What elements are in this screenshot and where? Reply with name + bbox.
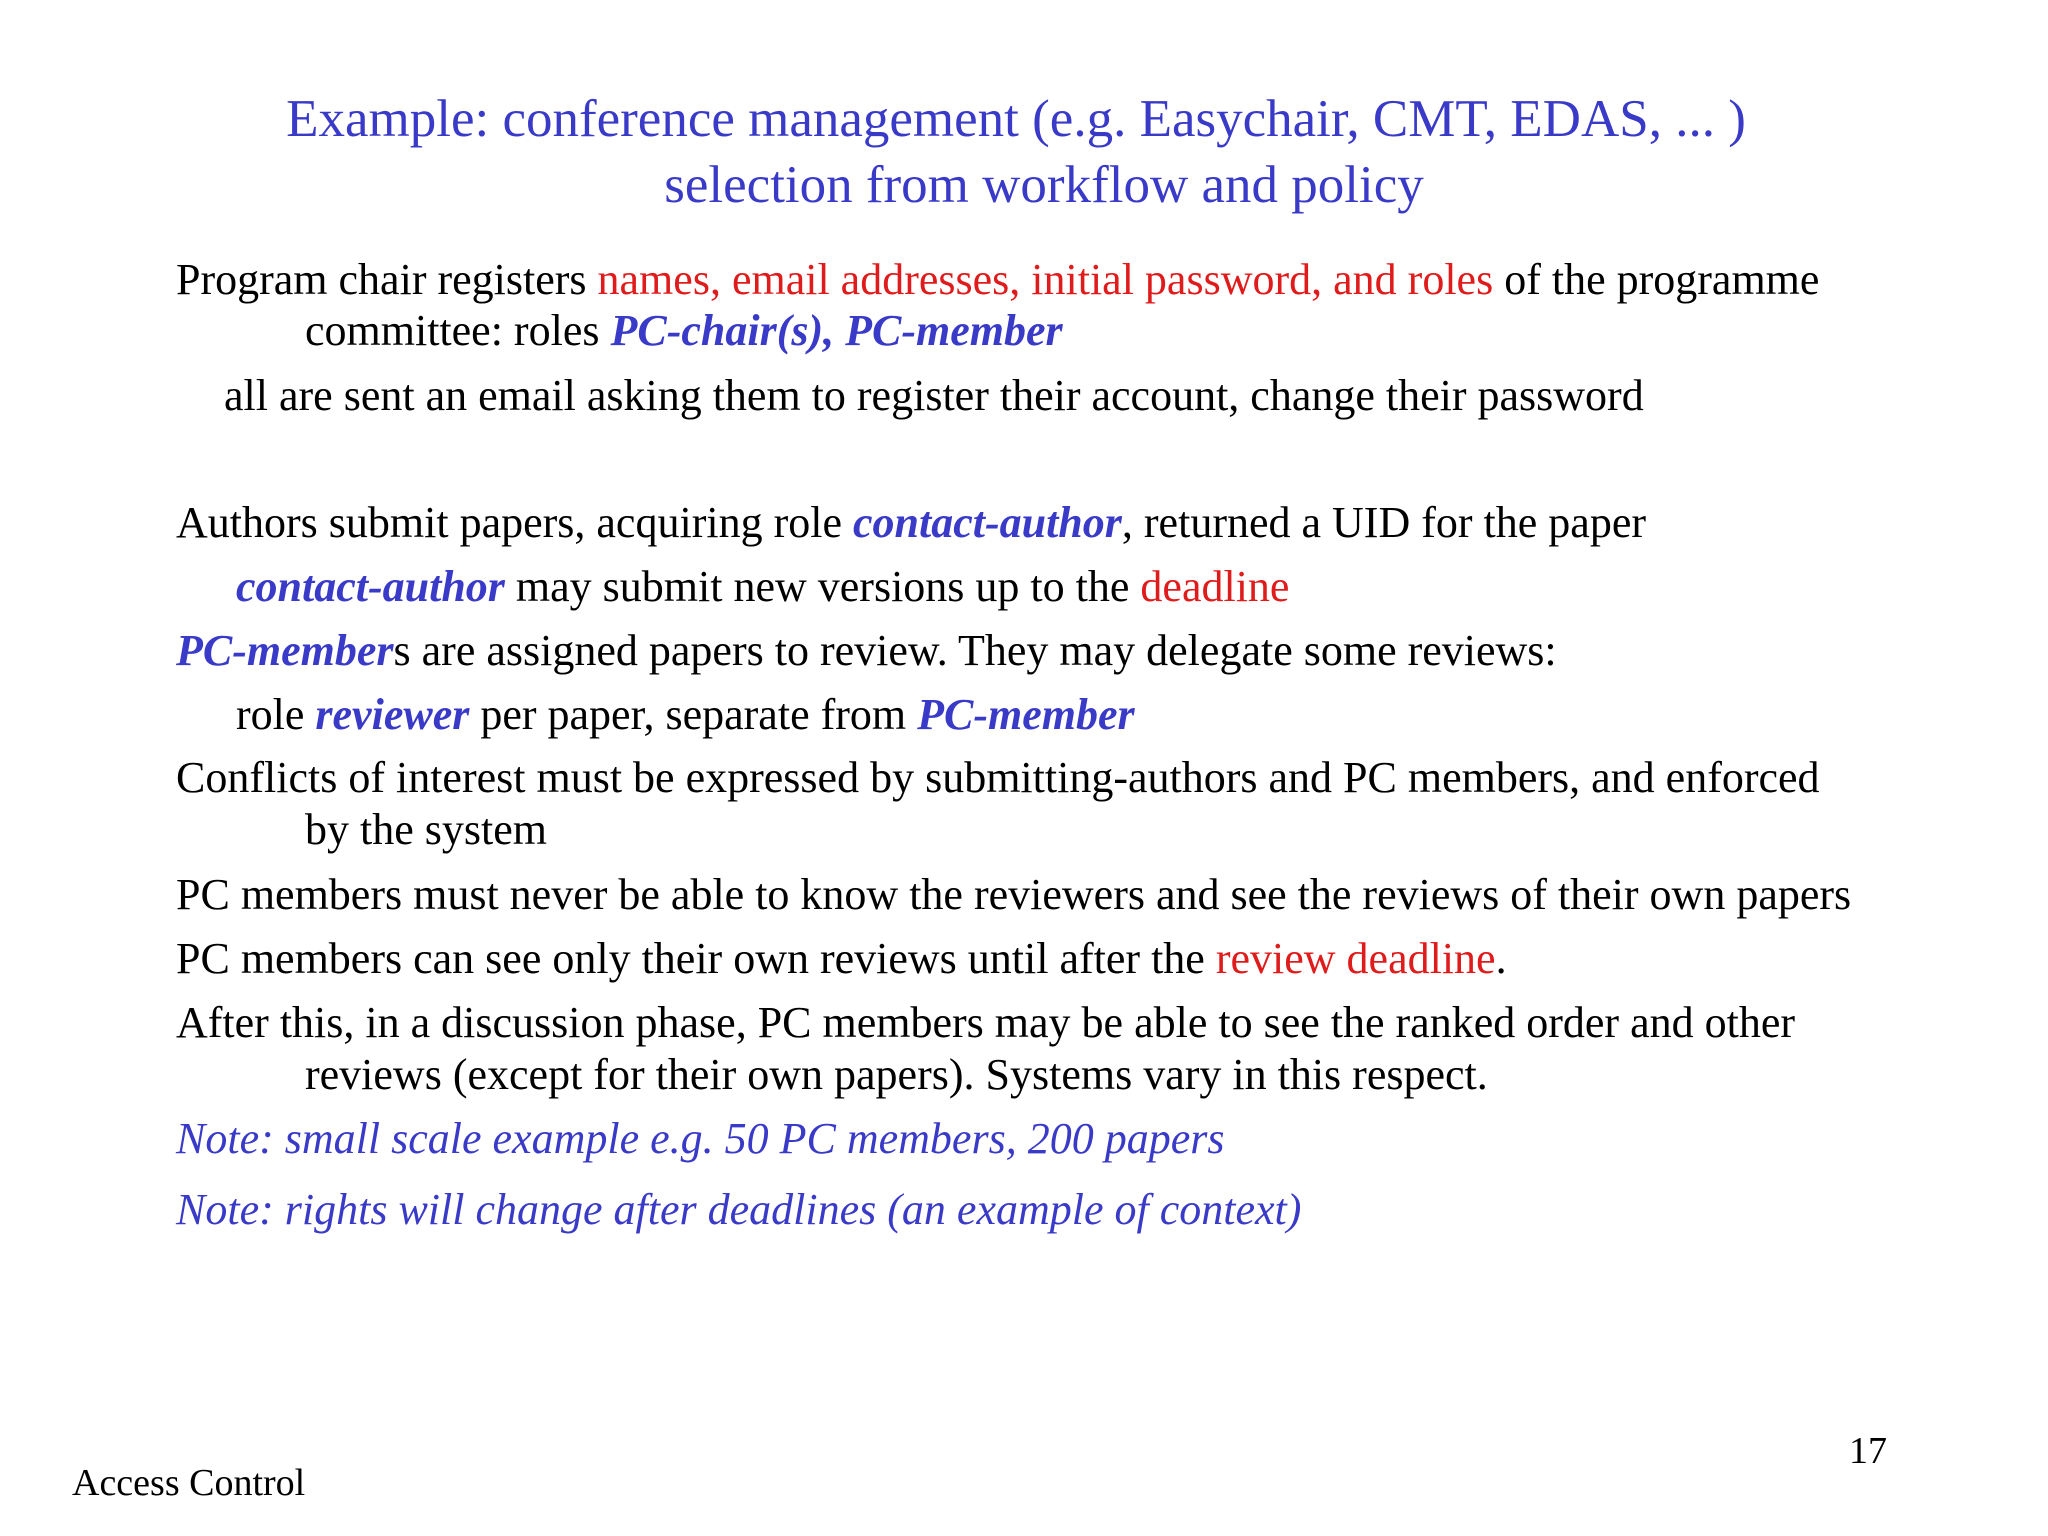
text-segment: per paper, separate from: [469, 690, 918, 739]
sub-bullet-email: all are sent an email asking them to register their account, change their password: [224, 371, 1644, 420]
page-number: 17: [1849, 1430, 1887, 1472]
bullet-pc-members: [176, 625, 1557, 677]
text-segment: may submit new versions up to the: [504, 562, 1141, 611]
role-pc-chair-member: PC-chair(s), PC-member: [610, 306, 1063, 355]
role-reviewer: reviewer: [315, 690, 470, 739]
text-segment: , returned a UID for the paper: [1121, 498, 1646, 547]
text-segment: Program chair registers: [176, 255, 598, 304]
bullet-conflicts: Conflicts of interest must be expressed by submitting-authors and PC members, and enforced: [176, 753, 1820, 802]
slide-title-line-1: Example: conference management (e.g. Easychair, CMT, EDAS, ... ): [286, 90, 1746, 148]
highlight-deadline: deadline: [1140, 562, 1290, 611]
role-contact-author: contact-author: [852, 498, 1122, 547]
note-rights-change: Note: rights will change after deadlines (an example of context): [176, 1185, 1302, 1234]
sub-bullet-contact-author: [236, 561, 1289, 613]
role-pc-member: PC-member: [917, 690, 1135, 739]
text-segment: committee: roles: [305, 306, 611, 355]
bullet-discussion-phase-continued: reviews (except for their own papers). Systems vary in this respect.: [305, 1050, 1488, 1099]
bullet-authors: [176, 497, 1646, 549]
role-pc-member: PC-member: [176, 626, 394, 675]
bullet-program-chair: [176, 254, 1819, 306]
bullet-conflicts-continued: by the system: [305, 805, 547, 854]
highlight-registered-fields: names, email addresses, initial password, and roles: [597, 255, 1494, 304]
highlight-review-deadline: review deadline: [1215, 934, 1496, 983]
bullet-review-visibility: [176, 933, 1507, 985]
bullet-program-chair-continued: [305, 305, 1063, 357]
footer-title: Access Control: [72, 1462, 306, 1504]
text-segment: Authors submit papers, acquiring role: [176, 498, 853, 547]
role-contact-author: contact-author: [236, 562, 505, 611]
text-segment: .: [1495, 934, 1507, 983]
text-segment: role: [236, 690, 316, 739]
text-segment: of the programme: [1493, 255, 1820, 304]
bullet-discussion-phase: After this, in a discussion phase, PC members may be able to see the ranked order and other: [176, 998, 1795, 1047]
note-small-scale: Note: small scale example e.g. 50 PC members, 200 papers: [176, 1114, 1225, 1163]
bullet-never-know: PC members must never be able to know the reviewers and see the reviews of their own papers: [176, 870, 1852, 919]
text-segment: PC members can see only their own reviews until after the: [176, 934, 1216, 983]
sub-bullet-reviewer: [236, 689, 1135, 741]
slide-title-line-2: selection from workflow and policy: [664, 156, 1424, 214]
text-segment: s are assigned papers to review. They may delegate some reviews:: [393, 626, 1557, 675]
